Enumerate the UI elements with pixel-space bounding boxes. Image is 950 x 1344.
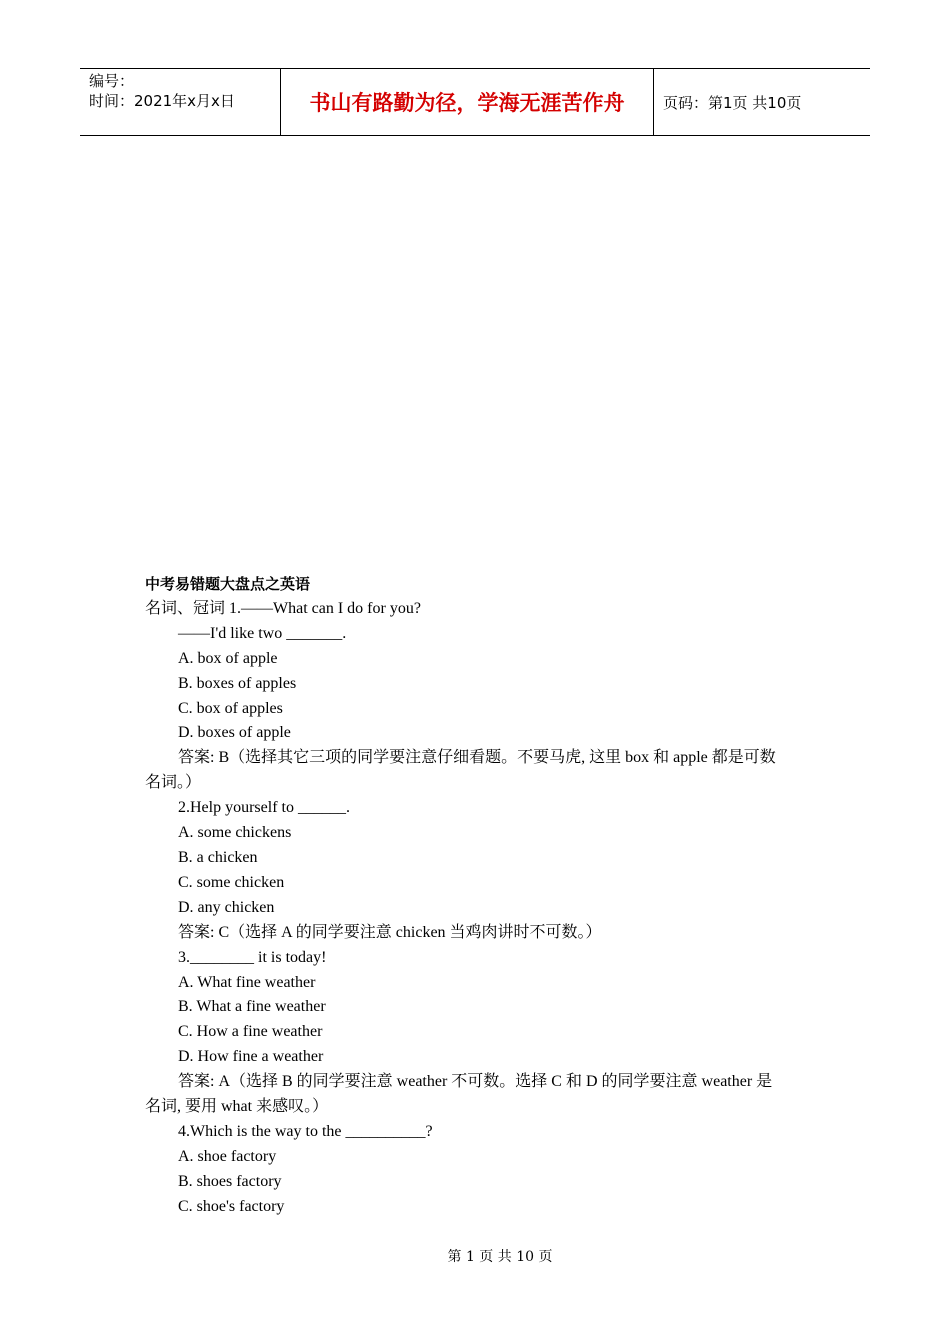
text-line: C. How a fine weather (178, 1023, 323, 1041)
text-line: 名词、冠词 1.——What can I do for you? (145, 599, 421, 617)
text-line: B. shoes factory (178, 1172, 282, 1190)
text-line: D. How fine a weather (178, 1048, 324, 1066)
text-line: A. box of apple (178, 649, 278, 667)
text-line: B. a chicken (178, 848, 258, 866)
page-header (80, 68, 870, 136)
text-line: C. box of apples (178, 699, 283, 717)
text-line: 答案: B（选择其它三项的同学要注意仔细看题。不要马虎, 这里 box 和 apple 都是可数 (178, 749, 776, 767)
text-line: 3.________ it is today! (178, 948, 327, 966)
text-line: A. shoe factory (178, 1147, 277, 1165)
header-page-info: 页码：第1页 共10页 (663, 93, 802, 112)
header-meta (80, 69, 281, 135)
text-line: D. any chicken (178, 898, 275, 916)
text-line: C. shoe's factory (178, 1197, 285, 1215)
text-line: A. some chickens (178, 824, 292, 842)
text-line: B. boxes of apples (178, 674, 297, 692)
text-line: 2.Help yourself to ______. (178, 799, 350, 817)
page-footer: 第 1 页 共 10 页 (447, 1249, 553, 1265)
text-line: 名词, 要用 what 来感叹。） (145, 1098, 329, 1116)
text-line: 4.Which is the way to the __________? (178, 1122, 433, 1140)
number-label: 编号： (89, 72, 135, 90)
text-line: A. What fine weather (178, 973, 316, 991)
question-lines (145, 597, 810, 1220)
text-line: 名词。） (145, 774, 202, 792)
header-motto: 书山有路勤为径，学海无涯苦作舟 (281, 69, 654, 135)
text-line: ——I'd like two _______. (178, 624, 347, 642)
text-line: D. boxes of apple (178, 724, 291, 742)
text-line: 答案: C（选择 A 的同学要注意 chicken 当鸡肉讲时不可数。） (178, 923, 602, 941)
time-label: 时间：2021年x月x日 (89, 92, 235, 110)
text-line: B. What a fine weather (178, 998, 326, 1016)
document-body (145, 572, 810, 1220)
document-title: 中考易错题大盘点之英语 (145, 575, 311, 593)
text-line: C. some chicken (178, 873, 285, 891)
text-line: 答案: A（选择 B 的同学要注意 weather 不可数。选择 C 和 D 的同学要注意 weather 是 (178, 1073, 773, 1091)
